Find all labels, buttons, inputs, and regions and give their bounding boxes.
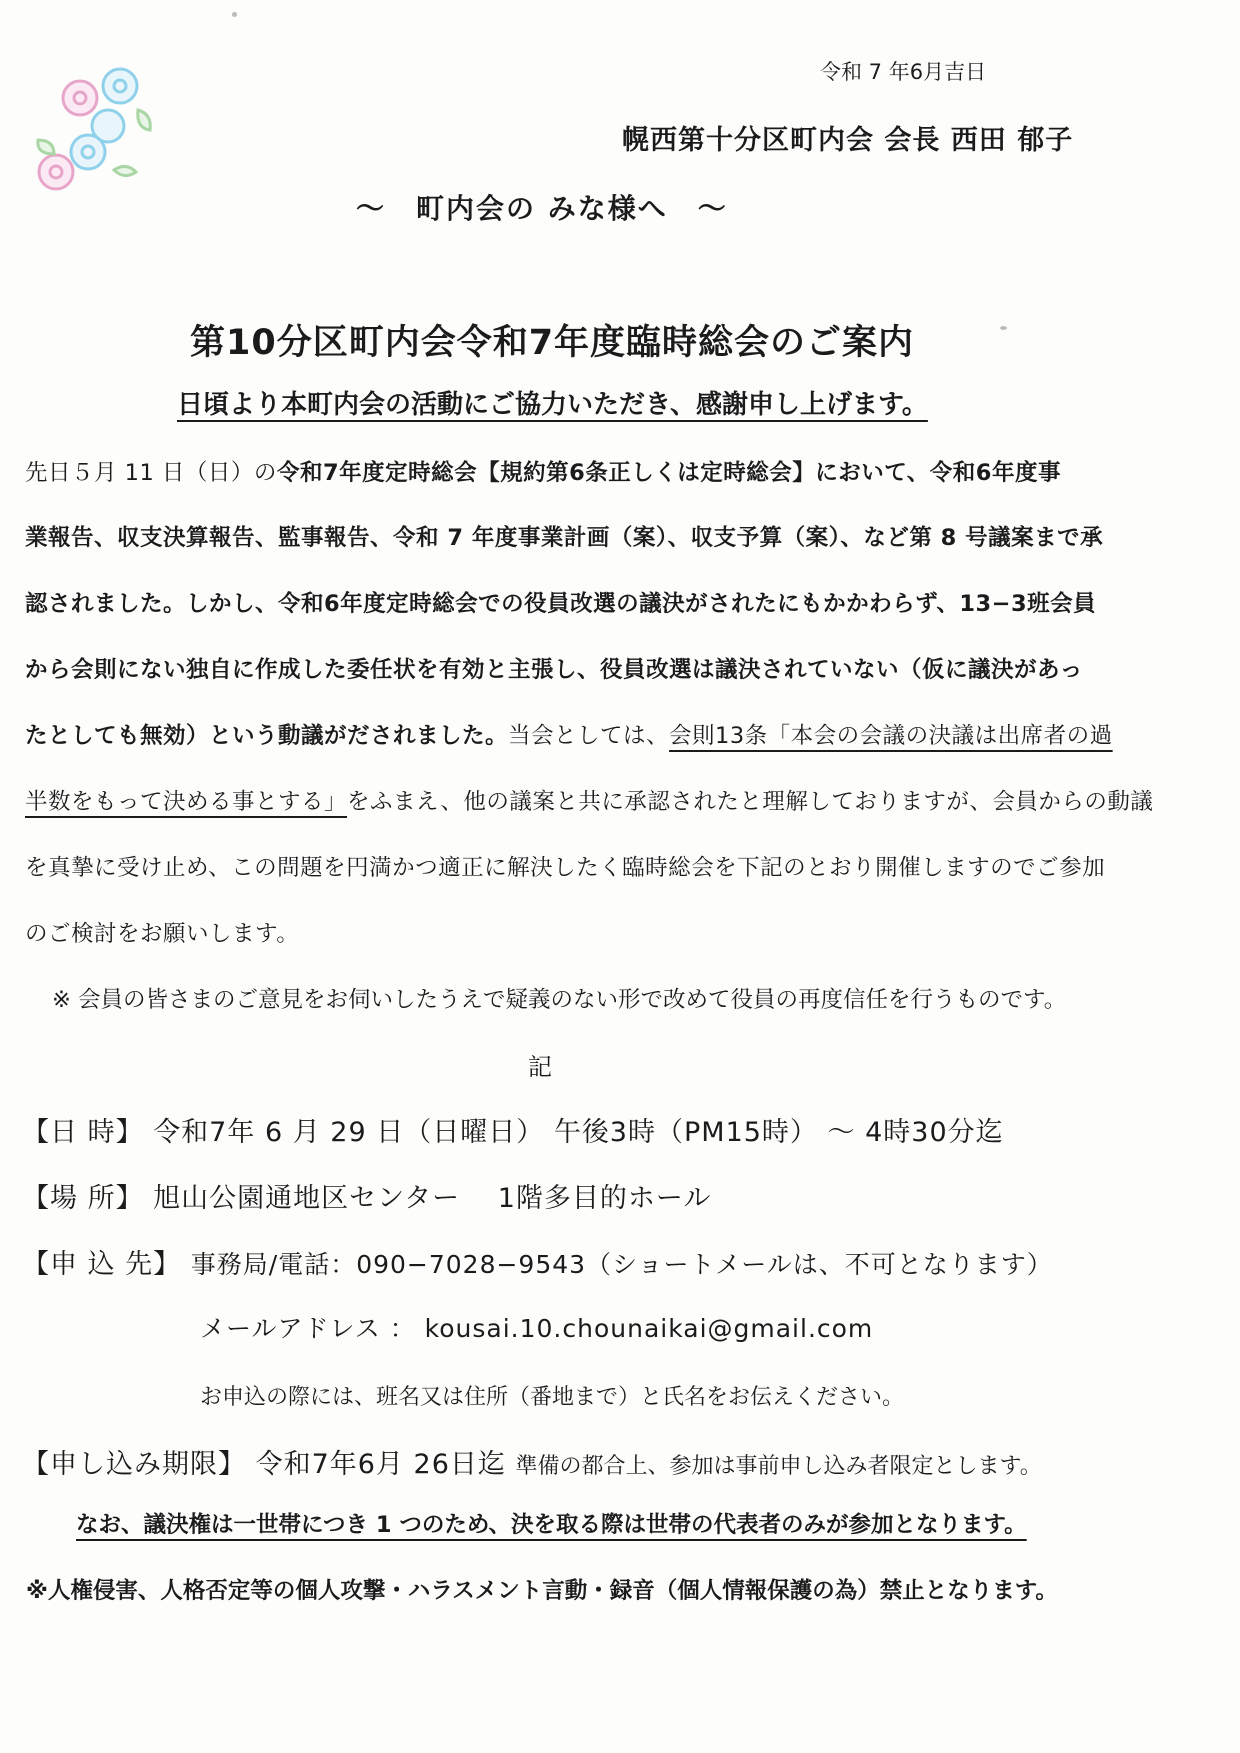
body-text: 当会としては、 (508, 723, 670, 749)
detail-label: 【申 込 先】 (22, 1249, 182, 1280)
body-line: のご検討をお願いします。 (25, 921, 300, 947)
detail-value: 令和7年6月 26日迄 (255, 1449, 506, 1480)
detail-datetime (22, 1110, 1004, 1149)
issue-date: 令和 7 年6月吉日 (820, 60, 987, 84)
body-text: 先日５月 11 日（日）の (25, 460, 277, 486)
body-line (25, 455, 1061, 487)
detail-deadline (22, 1442, 1042, 1481)
detail-label: 【申し込み期限】 (22, 1449, 246, 1480)
body-line: を真摯に受け止め、この問題を円満かつ適正に解決したく臨時総会を下記のとおり開催しますのでご参加 (25, 855, 1106, 881)
detail-label: 【日 時】 (22, 1117, 144, 1148)
scan-speck (232, 12, 237, 17)
detail-place (22, 1176, 711, 1215)
scan-speck (1000, 326, 1007, 330)
section-heading: 記 (528, 1053, 552, 1081)
note: ※ 会員の皆さまのご意見をお伺いしたうえで疑義のない形で改めて役員の再度信任を行うものです。 (52, 987, 1067, 1013)
closing-note-voting: なお、議決権は一世帯につき 1 つのため、決を取る際は世帯の代表者のみが参加となります。 (76, 1512, 1027, 1538)
body-text: をふまえ、他の議案と共に承認されたと理解しておりますが、会員からの動議 (347, 789, 1154, 815)
detail-label: 【場 所】 (22, 1183, 144, 1214)
page-title: 第10分区町内会令和7年度臨時総会のご案内 (190, 323, 915, 363)
body-text-bold: 令和7年度定時総会【規約第6条正しくは定時総会】において、令和6年度事 (276, 460, 1061, 486)
body-text-underlined: 会則13条「本会の会議の決議は出席者の過 (669, 723, 1113, 749)
detail-value: 旭山公園通地区センター 1階多目的ホール (153, 1183, 712, 1214)
body-line (25, 784, 1153, 816)
closing-note-prohibition: ※人権侵害、人格否定等の個人攻撃・ハラスメント言動・録音（個人情報保護の為）禁止となります。 (26, 1578, 1058, 1604)
body-line: から会則にない独自に作成した委任状を有効と主張し、役員改選は議決されていない（仮に議決があっ (25, 657, 1083, 683)
sender: 幌西第十分区町内会 会長 西田 郁子 (622, 125, 1074, 156)
detail-value-note: 準備の都合上、参加は事前申し込み者限定とします。 (515, 1454, 1042, 1479)
detail-value: 令和7年 6 月 29 日（日曜日） 午後3時（PM15時） ～ 4時30分迄 (153, 1117, 1004, 1148)
detail-value: 事務局/電話：090−7028−9543（ショートメールは、不可となります） (190, 1250, 1053, 1279)
body-text-bold: たとしても無効）という動議がだされました。 (25, 723, 509, 749)
body-line (25, 718, 1113, 750)
detail-apply-note: お申込の際には、班名又は住所（番地まで）と氏名をお伝えください。 (200, 1385, 905, 1410)
body-text-underlined: 半数をもって決める事とする」 (25, 789, 348, 815)
body-line: 認されました。しかし、令和6年度定時総会での役員改選の議決がされたにもかかわらず、13−3班会員 (25, 591, 1097, 617)
hydrangea-flower-illustration (18, 60, 168, 210)
detail-email: メールアドレス ： kousai.10.chounaikai@gmail.com (200, 1314, 874, 1343)
body-line: 業報告、収支決算報告、監事報告、令和 7 年度事業計画（案）、収支予算（案）、など第 8 号議案まで承 (25, 525, 1104, 551)
detail-apply (22, 1242, 1053, 1281)
salutation: ～ 町内会の みな様へ ～ (356, 192, 728, 225)
subtitle: 日頃より本町内会の活動にご協力いただき、感謝申し上げます。 (177, 390, 928, 420)
